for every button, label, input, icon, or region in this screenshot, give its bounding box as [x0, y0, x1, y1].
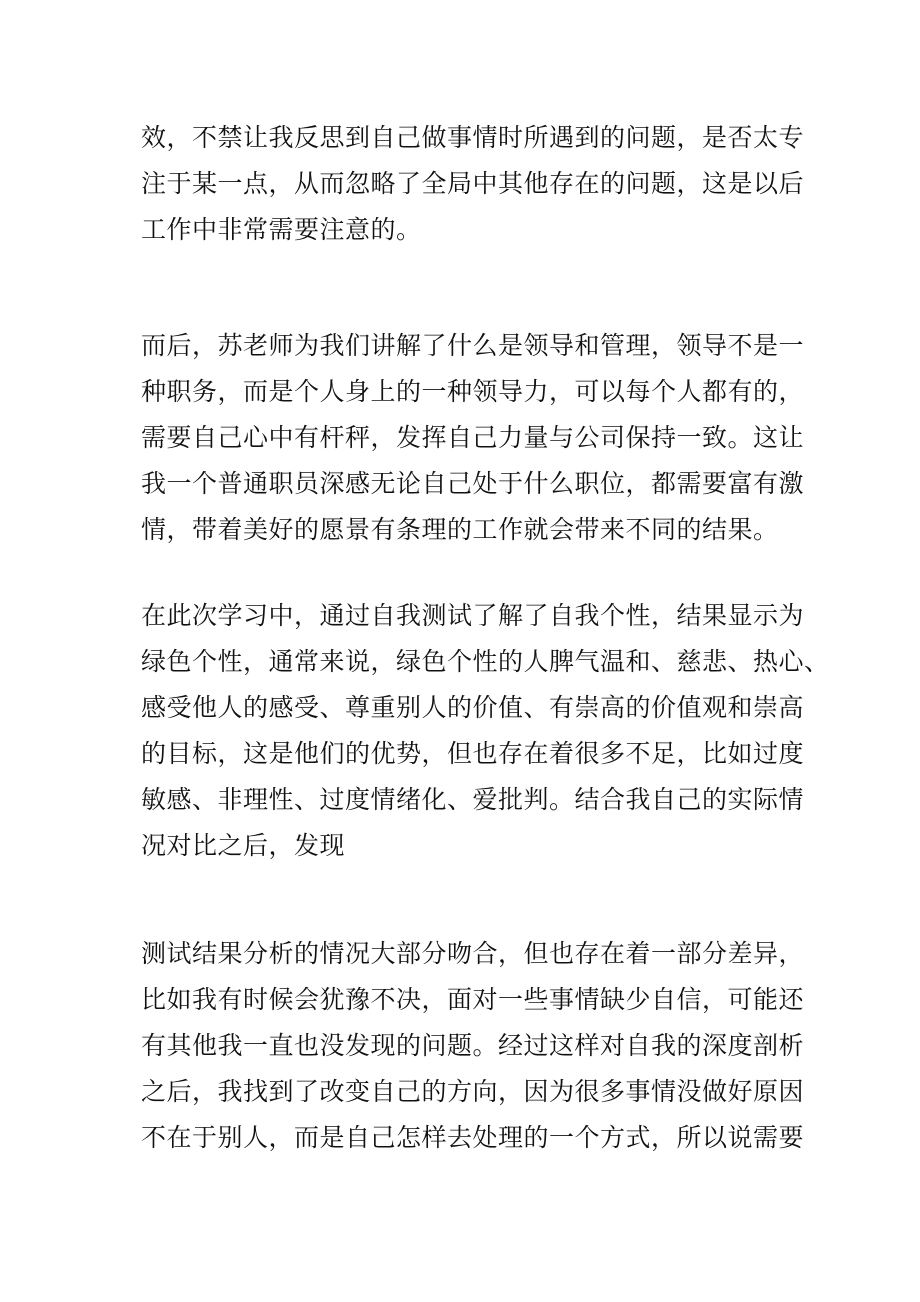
text-line: 注于某一点，从而忽略了全局中其他存在的问题，这是以后: [141, 169, 805, 198]
paragraph-1: [141, 115, 805, 253]
text-line: 情，带着美好的愿景有条理的工作就会带来不同的结果。: [141, 515, 779, 544]
text-line: 况对比之后，发现: [141, 831, 346, 860]
text-line: 之后，我找到了改变自己的方向，因为很多事情没做好原因: [141, 1077, 805, 1106]
text-line: 不在于别人，而是自己怎样去处理的一个方式，所以说需要: [141, 1123, 805, 1152]
text-line: 种职务，而是个人身上的一种领导力，可以每个人都有的，: [141, 377, 805, 406]
text-line: 我一个普通职员深感无论自己处于什么职位，都需要富有激: [141, 469, 805, 498]
text-line: 而后，苏老师为我们讲解了什么是领导和管理，领导不是一: [141, 331, 805, 360]
text-line: 测试结果分析的情况大部分吻合，但也存在着一部分差异，: [141, 939, 805, 968]
text-line: 有其他我一直也没发现的问题。经过这样对自我的深度剖析: [141, 1031, 805, 1060]
text-line: 在此次学习中，通过自我测试了解了自我个性，结果显示为: [141, 601, 805, 630]
text-line: 工作中非常需要注意的。: [141, 215, 422, 244]
paragraph-4: [141, 931, 805, 1161]
paragraph-2: [141, 323, 805, 553]
text-line: 敏感、非理性、过度情绪化、爱批判。结合我自己的实际情: [141, 785, 805, 814]
text-line: 比如我有时候会犹豫不决，面对一些事情缺少自信，可能还: [141, 985, 805, 1014]
text-line: 的目标，这是他们的优势，但也存在着很多不足，比如过度: [141, 739, 805, 768]
text-line: 需要自己心中有杆秤，发挥自己力量与公司保持一致。这让: [141, 423, 805, 452]
text-line: 感受他人的感受、尊重别人的价值、有崇高的价值观和崇高: [141, 693, 805, 722]
paragraph-3: [141, 593, 830, 869]
text-line: 绿色个性，通常来说，绿色个性的人脾气温和、慈悲、热心、: [141, 647, 830, 676]
text-line: 效，不禁让我反思到自己做事情时所遇到的问题，是否太专: [141, 123, 805, 152]
